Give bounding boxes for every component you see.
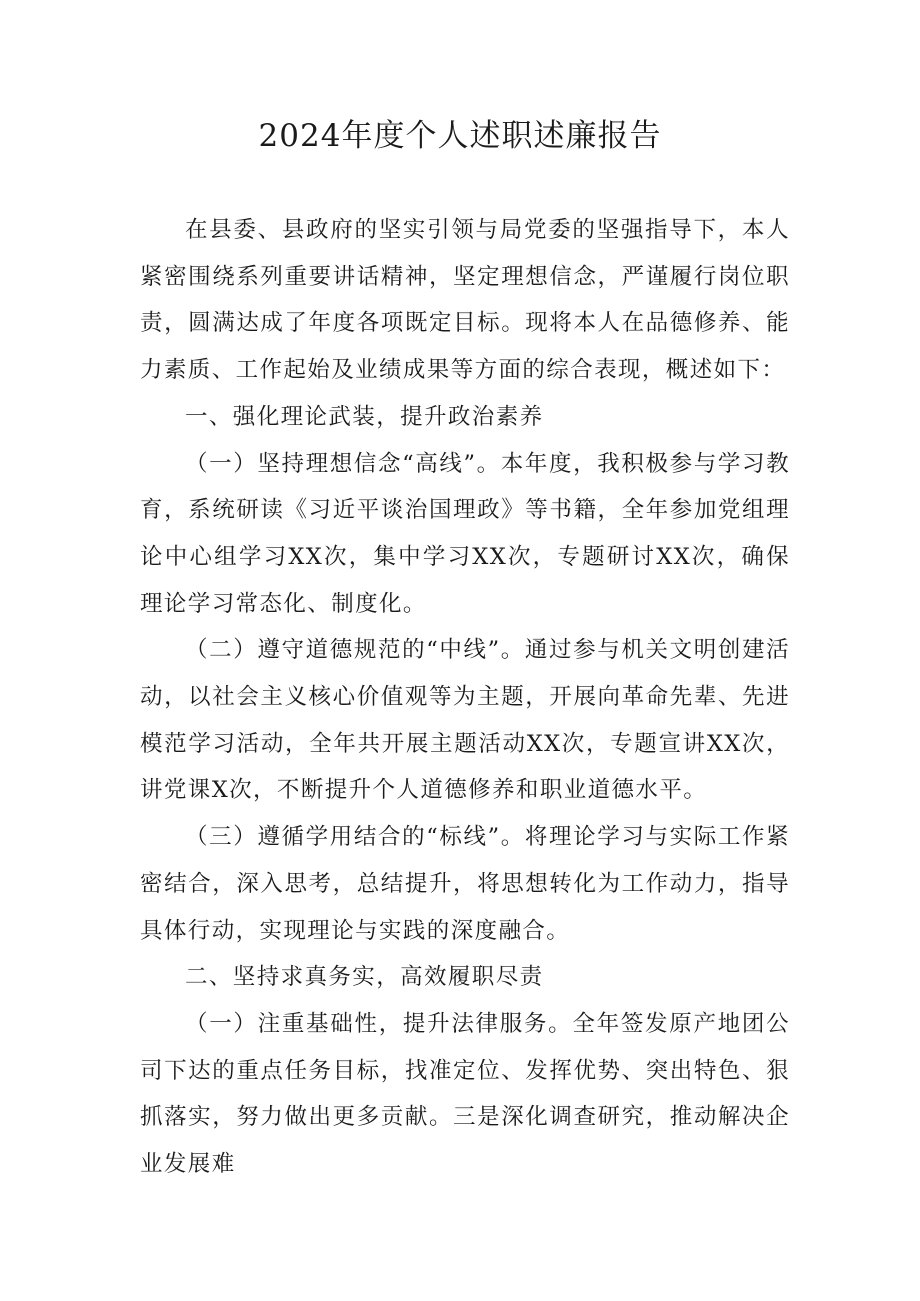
section-2-item-1: （一）注重基础性，提升法律服务。全年签发原产地团公司下达的重点任务目标，找准定位、发挥优势、突出特色、狠抓落实，努力做出更多贡献。三是深化调查研究，推动解决企业发展难 (140, 1010, 790, 1178)
document-body (140, 207, 790, 1188)
section-heading-1: 一、强化理论武装，提升政治素养 (185, 403, 544, 430)
section-heading-2: 二、坚持求真务实，高效履职尽责 (185, 964, 544, 991)
intro-paragraph: 在县委、县政府的坚实引领与局党委的坚强指导下，本人紧密围绕系列重要讲话精神，坚定理想信念，严谨履行岗位职责，圆满达成了年度各项既定目标。现将本人在品德修养、能力素质、工作起始及业绩成果等方面的综合表现，概述如下： (140, 217, 790, 384)
section-1-item-1: （一）坚持理想信念“高线”。本年度，我积极参与学习教育，系统研读《习近平谈治国理政》等书籍，全年参加党组理论中心组学习XX次，集中学习XX次，专题研讨XX次，确保理论学习常态化、制度化。 (140, 450, 790, 617)
document-title: 2024年度个人述职述廉报告 (258, 118, 662, 154)
section-1-item-3: （三）遵循学用结合的“标线”。将理论学习与实际工作紧密结合，深入思考，总结提升，将思想转化为工作动力，指导具体行动，实现理论与实践的深度融合。 (140, 824, 790, 944)
section-1-item-2: （二）遵守道德规范的“中线”。通过参与机关文明创建活动，以社会主义核心价值观等为主题，开展向革命先辈、先进模范学习活动，全年共开展主题活动XX次，专题宣讲XX次，讲党课X次，不断提升个人道德修养和职业道德水平。 (140, 637, 790, 804)
